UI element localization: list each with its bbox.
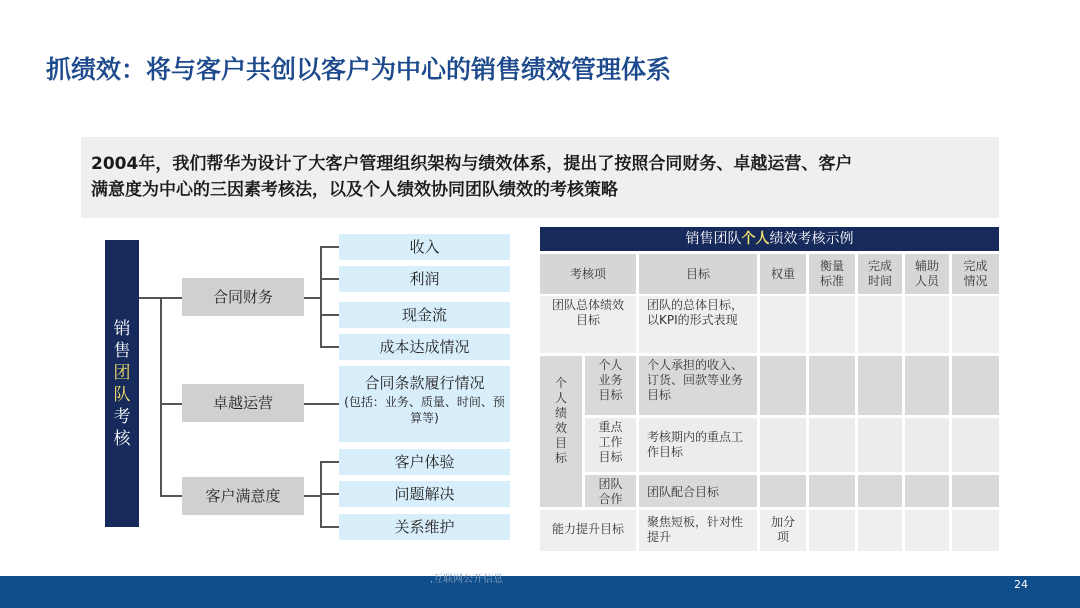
td-capability-desc: 聚焦短板，针对性提升	[639, 510, 757, 551]
table-cell	[952, 510, 999, 551]
footer-bar	[0, 576, 1080, 608]
connector	[160, 495, 182, 497]
td-capability-item: 能力提升目标	[540, 510, 636, 551]
item-cash-flow: 现金流	[339, 302, 510, 328]
td-capability-weight: 加分项	[760, 510, 806, 551]
category-contract-finance: 合同财务	[182, 278, 304, 316]
th-item: 考核项	[540, 254, 636, 294]
table-cell	[952, 418, 999, 472]
connector	[320, 526, 339, 528]
table-cell	[809, 475, 855, 507]
table-cell	[905, 296, 949, 353]
connector	[304, 495, 320, 497]
table-cell	[760, 418, 806, 472]
connector	[320, 314, 339, 316]
table-cell	[858, 356, 902, 415]
td-key-work-item: 重点工作目标	[585, 418, 636, 472]
item-cost-achievement: 成本达成情况	[339, 334, 510, 360]
tree-root-sales-team-assessment: 销 售 团 队 考 核	[105, 240, 139, 527]
summary-line-2: 满意度为中心的三因素考核法，以及个人绩效协同团队绩效的考核策略	[91, 180, 618, 200]
table-cell	[760, 296, 806, 353]
td-business-goal-desc: 个人承担的收入、订货、回款等业务目标	[639, 356, 757, 415]
connector	[320, 346, 339, 348]
table-cell	[809, 296, 855, 353]
table-title: 销售团队个人绩效考核示例	[540, 227, 999, 251]
td-teamwork-item: 团队合作	[585, 475, 636, 507]
table-cell	[858, 296, 902, 353]
item-relationship: 关系维护	[339, 514, 510, 540]
connector	[320, 246, 339, 248]
td-key-work-desc: 考核期内的重点工作目标	[639, 418, 757, 472]
table-cell	[905, 418, 949, 472]
table-cell	[760, 475, 806, 507]
page-number: 24	[1014, 578, 1028, 591]
summary-box	[81, 137, 999, 218]
table-cell	[858, 510, 902, 551]
th-status: 完成情况	[952, 254, 999, 294]
item-contract-terms-note: (包括：业务、质量、时间、预算等)	[344, 395, 505, 425]
th-weight: 权重	[760, 254, 806, 294]
connector	[304, 297, 320, 299]
footer-note: ,互联网公开信息	[430, 574, 504, 585]
summary-line-1: 2004年，我们帮华为设计了大客户管理组织架构与绩效体系，提出了按照合同财务、卓越运营、客户	[91, 154, 853, 174]
connector	[304, 403, 339, 405]
connector	[160, 297, 182, 299]
item-customer-experience: 客户体验	[339, 449, 510, 475]
table-cell	[952, 296, 999, 353]
th-goal: 目标	[639, 254, 757, 294]
connector	[320, 493, 339, 495]
table-cell	[809, 356, 855, 415]
td-personal-goal-group: 个人绩效目标	[540, 356, 582, 507]
table-cell	[905, 510, 949, 551]
item-contract-terms-label: 合同条款履行情况	[364, 374, 485, 392]
page-title: 抓绩效：将与客户共创以客户为中心的销售绩效管理体系	[46, 55, 672, 84]
item-profit: 利润	[339, 266, 510, 292]
category-customer-satisfaction: 客户满意度	[182, 477, 304, 515]
category-operational-excellence: 卓越运营	[182, 384, 304, 422]
item-problem-solving: 问题解决	[339, 481, 510, 507]
th-standard: 衡量标准	[809, 254, 855, 294]
connector	[139, 297, 161, 299]
table-cell	[858, 475, 902, 507]
td-team-goal-item: 团队总体绩效目标	[540, 296, 636, 353]
connector	[320, 246, 322, 346]
th-assistant: 辅助人员	[905, 254, 949, 294]
th-time: 完成时间	[858, 254, 902, 294]
connector	[320, 461, 339, 463]
item-contract-terms	[339, 366, 510, 442]
table-cell	[905, 356, 949, 415]
table-cell	[858, 418, 902, 472]
table-cell	[952, 475, 999, 507]
table-cell	[952, 356, 999, 415]
connector	[160, 403, 182, 405]
table-cell	[760, 356, 806, 415]
table-cell	[809, 418, 855, 472]
td-team-goal-desc: 团队的总体目标，以KPI的形式表现	[639, 296, 757, 353]
connector	[160, 297, 162, 496]
table-cell	[905, 475, 949, 507]
table-cell	[809, 510, 855, 551]
item-revenue: 收入	[339, 234, 510, 260]
connector	[320, 278, 339, 280]
td-teamwork-desc: 团队配合目标	[639, 475, 757, 507]
td-business-goal-item: 个人业务目标	[585, 356, 636, 415]
